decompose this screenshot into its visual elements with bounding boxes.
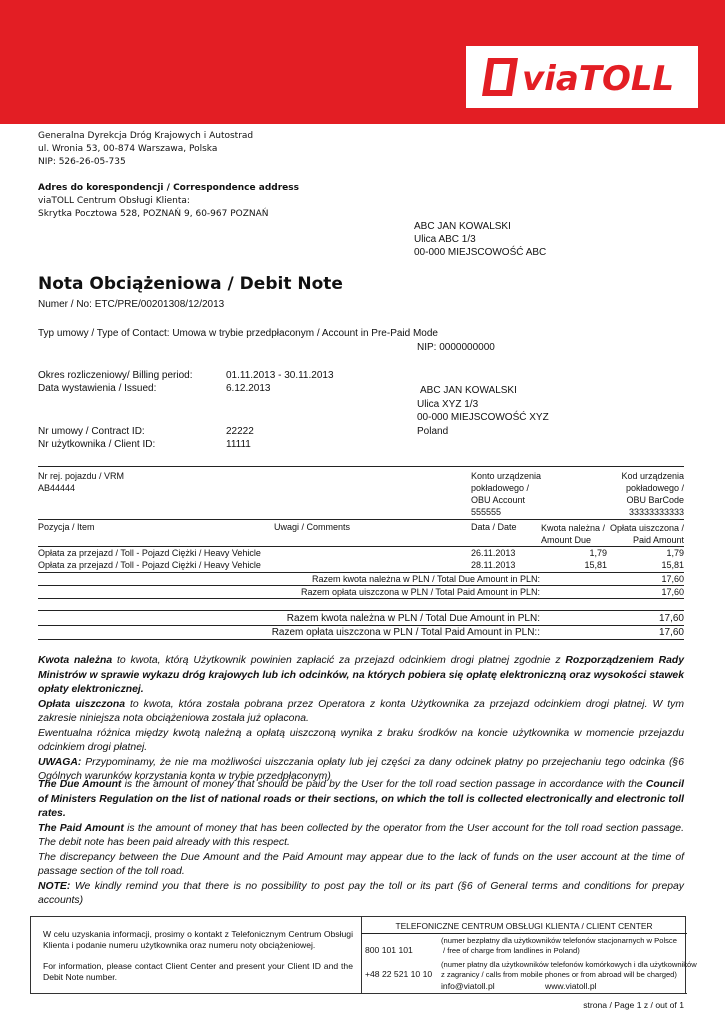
divider: [38, 466, 684, 467]
total-paid-value: 17,60: [658, 627, 684, 638]
client-value: 11111: [226, 439, 251, 450]
row-paid: 1,79: [666, 548, 684, 558]
obu-code-label: Kod urządzenia: [621, 471, 684, 481]
row-item: Opłata za przejazd / Toll - Pojazd Ciężki / Heavy Vehicle: [38, 548, 261, 558]
col-date-header: Data / Date: [471, 522, 517, 532]
note-paragraph: Ewentualna różnica między kwotą należną a opłatą uiszczoną wynika z braku środków na koncie użytkownika w momencie przejazdu odcinkiem drogi płatnej.: [38, 727, 684, 753]
obu-account-block: [471, 470, 541, 518]
row-item: Opłata za przejazd / Toll - Pojazd Ciężki / Heavy Vehicle: [38, 560, 261, 570]
obu-code-block: [621, 470, 684, 518]
note-paragraph: The discrepancy between the Due Amount and the Paid Amount may appear due to the lack of funds on the user account at the time of passage section of the toll road.: [38, 851, 684, 877]
period-value: 01.11.2013 - 30.11.2013: [226, 370, 334, 381]
col-paid-header: [610, 522, 684, 546]
note-text: is the amount of money that should be paid by the User for the toll road section passage in accordance with the: [121, 779, 646, 790]
total-due-label: Razem kwota należna w PLN / Total Due Amount in PLN:: [286, 613, 540, 624]
obu-account-value: 555555: [471, 507, 502, 517]
issuer-line: Generalna Dyrekcja Dróg Krajowych i Autostrad: [38, 131, 254, 141]
phone-paid-note: [441, 960, 697, 980]
issuer-line: ul. Wronia 53, 00-874 Warszawa, Polska: [38, 144, 218, 154]
col-comments-header: Uwagi / Comments: [274, 522, 351, 532]
correspondence-address: [38, 182, 299, 221]
vrm-block: [38, 470, 124, 494]
note-bold: UWAGA:: [38, 756, 82, 768]
client-center-title: TELEFONICZNE CENTRUM OBSŁUGI KLIENTA / CLIENT CENTER: [395, 921, 653, 931]
correspondence-line: viaTOLL Centrum Obsługi Klienta:: [38, 196, 190, 206]
notes-polish: [38, 654, 684, 785]
divider: [361, 993, 687, 994]
note-bold: Opłata uiszczona: [38, 698, 125, 710]
number-value: ETC/PRE/00201308/12/2013: [94, 299, 225, 310]
page-number: strona / Page 1 z / out of 1: [583, 1000, 684, 1010]
document-title: Nota Obciążeniowa / Debit Note: [38, 274, 343, 294]
notes-english: [38, 778, 684, 909]
subtotal-paid-value: 17,60: [661, 587, 684, 597]
divider: [38, 639, 684, 640]
account-holder-address: [417, 384, 549, 438]
footer-info-en: For information, please contact Client Center and present your Client ID and the Debit Note number.: [43, 961, 353, 982]
divider: [361, 933, 687, 934]
note-bold: Rozporządzeniem Rady Ministrów w sprawie wykazu dróg krajowych lub ich odcinków, na których pobiera się opłatę elektroniczną oraz wysokości stawek opłaty elektronicznej.: [38, 655, 685, 695]
correspondence-heading: Adres do korespondencji / Correspondence address: [38, 183, 299, 193]
note-paragraph: [38, 778, 684, 822]
footer-info-pl: W celu uzyskania informacji, prosimy o kontakt z Telefonicznym Centrum Obsługi Klienta i podanie numeru użytkownika oraz numeru noty obciążeniowej.: [43, 929, 353, 950]
email-link[interactable]: info@viatoll.pl: [441, 981, 495, 991]
logo-text: viaTOLL: [522, 59, 675, 99]
recipient-name: ABC JAN KOWALSKI: [414, 221, 511, 232]
viatoll-logo-icon: [466, 46, 698, 108]
period-label: Okres rozliczeniowy/ Billing period:: [38, 370, 193, 381]
footer-contact-box: [30, 916, 697, 994]
phone-paid[interactable]: +48 22 521 10 10: [365, 969, 433, 979]
note-paragraph: [38, 654, 684, 698]
col-item-header: Pozycja / Item: [38, 522, 95, 532]
row-due: 15,81: [584, 560, 607, 570]
account-holder-city: 00-000 MIEJSCOWOŚĆ XYZ: [417, 412, 549, 423]
col-due-label: Amount Due: [541, 535, 592, 545]
total-due-value: 17,60: [658, 613, 684, 624]
account-holder-name: ABC JAN KOWALSKI: [420, 385, 517, 396]
row-due: 1,79: [589, 548, 607, 558]
divider: [38, 598, 684, 599]
contract-value: 22222: [226, 426, 254, 437]
divider: [38, 546, 684, 547]
vrm-label: Nr rej. pojazdu / VRM: [38, 471, 125, 481]
contract-type: Typ umowy / Type of Contact: Umowa w trybie przedpłaconym / Account in Pre-Paid Mode: [38, 328, 438, 339]
subtotal-due-value: 17,60: [661, 574, 684, 584]
note-bold: Kwota należna: [38, 655, 113, 666]
note-text: to kwota, którą Użytkownik powinien zapłacić za przejazd odcinkiem drogi płatnej zgodnie z: [112, 655, 566, 666]
logo: [466, 46, 698, 108]
note-paragraph: [38, 880, 684, 909]
phone-note-line: (numer płatny dla użytkowników telefonów komórkowych i dla użytkowników: [441, 960, 697, 969]
note-text: is the amount of money that has been collected by the operator from the User account for the toll road section passage. The debit note has been paid already with this respect.: [38, 822, 684, 848]
account-holder-street: Ulica XYZ 1/3: [417, 398, 479, 410]
note-bold: Council of Ministers Regulation on the list of national roads or their sections, on which the toll is collected electronically and electronic toll rates.: [38, 779, 684, 819]
divider: [38, 610, 684, 611]
total-paid-label: Razem opłata uiszczona w PLN / Total Paid Amount in PLN::: [271, 627, 540, 638]
note-text: We kindly remind you that there is no possibility to post pay the toll or its part (§6 of General terms and conditions for prepay accounts): [38, 880, 684, 906]
obu-account-label: Konto urządzenia: [471, 471, 542, 481]
note-text: Przypominamy, że nie ma możliwości uiszczania opłaty lub jej części za dany odcinek płatny po przejechaniu tego odcinka (§6 Ogólnych warunków korzystania konta w trybie przedpłaconym): [38, 756, 684, 782]
number-label: Numer / No:: [38, 299, 92, 310]
col-paid-label: Paid Amount: [632, 535, 684, 545]
divider: [38, 572, 684, 573]
col-paid-label: Opłata uiszczona /: [609, 523, 684, 533]
note-paragraph: [38, 698, 684, 727]
recipient-city: 00-000 MIEJSCOWOŚĆ ABC: [414, 247, 547, 258]
phone-free-note: [441, 936, 677, 956]
issued-label: Data wystawienia / Issued:: [38, 383, 157, 394]
obu-code-label: OBU BarCode: [626, 495, 684, 505]
divider: [38, 585, 684, 586]
row-date: 26.11.2013: [471, 548, 516, 558]
vrm-value: AB44444: [38, 483, 76, 493]
row-paid: 15,81: [661, 560, 684, 570]
recipient-street: Ulica ABC 1/3: [414, 234, 476, 245]
col-due-label: Kwota należna /: [541, 523, 606, 533]
row-date: 28.11.2013: [471, 560, 516, 570]
recipient-address: [414, 220, 546, 259]
phone-note-line: z zagranicy / calls from mobile phones or from abroad will be charged): [441, 970, 677, 979]
correspondence-line: Skrytka Pocztowa 528, POZNAŃ 9, 60-967 POZNAŃ: [38, 209, 269, 219]
obu-code-value: 33333333333: [628, 507, 684, 517]
issuer-line: NIP: 526-26-05-735: [38, 157, 126, 167]
subtotal-paid-label: Razem opłata uiszczona w PLN / Total Paid Amount in PLN:: [301, 587, 540, 597]
divider: [38, 519, 684, 520]
obu-account-label: OBU Account: [471, 495, 526, 505]
obu-account-label: pokładowego /: [471, 483, 530, 493]
document-number: [38, 299, 224, 310]
note-bold: The Due Amount: [38, 779, 122, 790]
phone-note-line: (numer bezpłatny dla użytkowników telefonów stacjonarnych w Polsce: [441, 936, 677, 945]
divider: [38, 625, 684, 626]
nip: NIP: 0000000000: [417, 342, 495, 353]
account-holder-country: Poland: [417, 425, 449, 437]
subtotal-due-label: Razem kwota należna w PLN / Total Due Amount in PLN:: [312, 574, 540, 584]
note-text: to kwota, która została pobrana przez Operatora z konta Użytkownika za przejazd odcinkiem drogi płatnej. W tym zakresie niniejsza nota obciążeniowa została już opłacona.: [38, 698, 684, 724]
issuer-address: [38, 130, 253, 169]
col-due-header: [541, 522, 605, 546]
obu-code-label: pokładowego /: [625, 483, 684, 493]
website-link[interactable]: www.viatoll.pl: [545, 981, 597, 991]
client-label: Nr użytkownika / Client ID:: [38, 439, 156, 450]
issued-value: 6.12.2013: [226, 383, 271, 394]
note-bold: NOTE:: [38, 880, 71, 892]
note-bold: The Paid Amount: [38, 822, 124, 834]
contract-label: Nr umowy / Contract ID:: [38, 426, 145, 437]
note-paragraph: [38, 822, 684, 851]
phone-note-line: / free of charge from landlines in Poland): [443, 946, 580, 955]
phone-free[interactable]: 800 101 101: [365, 945, 413, 955]
